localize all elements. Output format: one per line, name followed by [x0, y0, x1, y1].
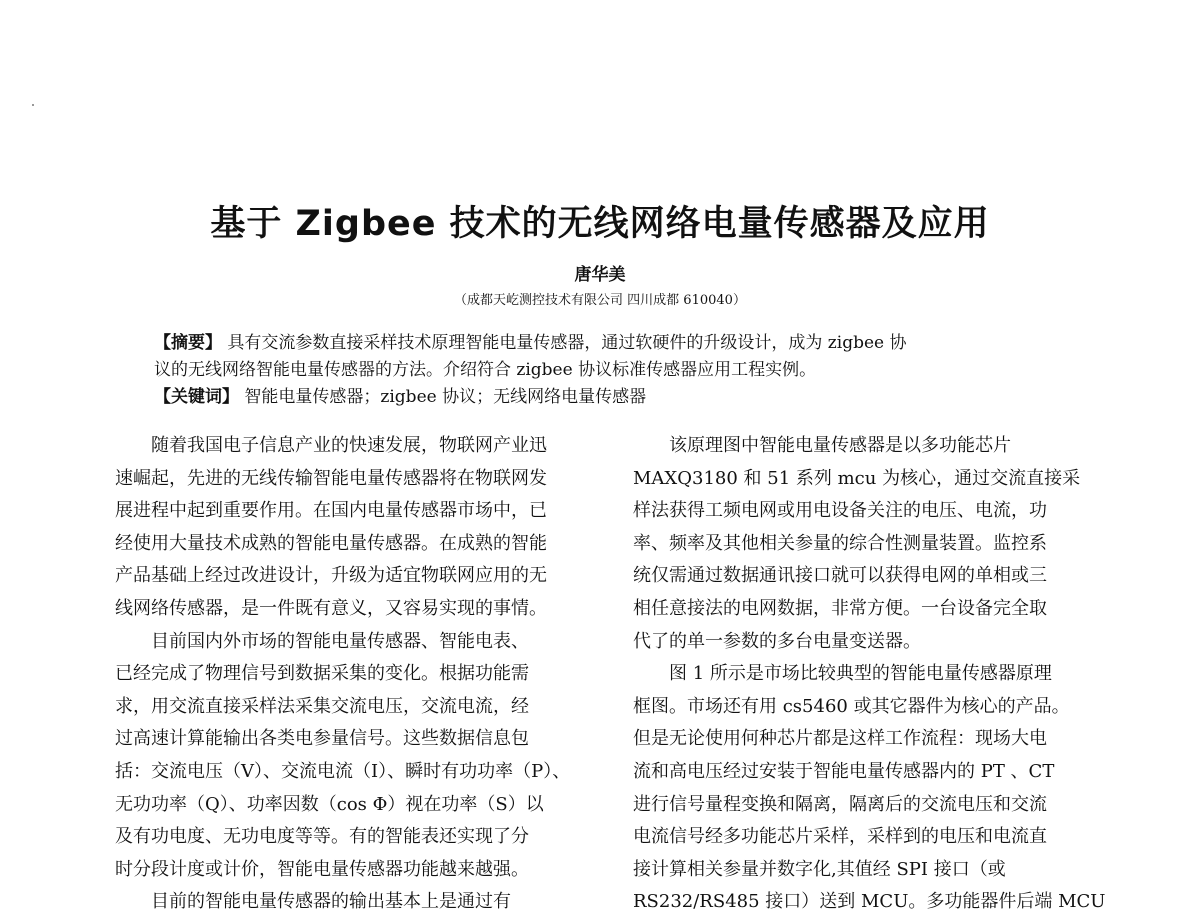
text-line: MAXQ3180 和 51 系列 mcu 为核心，通过交流直接采 [633, 467, 1081, 489]
text-line: 框图。市场还有用 cs5460 或其它器件为核心的产品。 [633, 695, 1070, 717]
author-name: 唐华美 [574, 265, 626, 285]
text-line: 已经完成了物理信号到数据采集的变化。根据功能需 [115, 663, 529, 685]
abstract-line [154, 357, 1054, 384]
abstract-label: 【摘要】 [154, 333, 222, 353]
text-line: 该原理图中智能电量传感器是以多功能芯片 [669, 435, 1011, 456]
text-line: 及有功电度、无功电度等等。有的智能表还实现了分 [115, 826, 529, 848]
text-line: 代了的单一参数的多台电量变送器。 [633, 630, 921, 652]
text-line: RS232/RS485 接口）送到 MCU。多功能器件后端 MCU [633, 891, 1106, 913]
text-line: 样法获得工频电网或用电设备关注的电压、电流，功 [633, 500, 1047, 522]
body-column-left [115, 430, 591, 919]
text-line: 时分段计度或计价，智能电量传感器功能越来越强。 [115, 858, 529, 880]
text-line: 随着我国电子信息产业的快速发展，物联网产业迅 [151, 435, 547, 456]
text-line: 展进程中起到重要作用。在国内电量传感器市场中，已 [115, 500, 547, 522]
text-line: 线网络传感器，是一件既有意义，又容易实现的事情。 [115, 597, 547, 619]
text-line: 经使用大量技术成熟的智能电量传感器。在成熟的智能 [115, 532, 547, 554]
text-line: 率、频率及其他相关参量的综合性测量装置。监控系 [633, 532, 1047, 554]
abstract-line [154, 330, 1054, 357]
abstract-text-2: 议的无线网络智能电量传感器的方法。介绍符合 zigbee 协议标准传感器应用工程实例。 [154, 360, 817, 380]
text-line: 目前的智能电量传感器的输出基本上是通过有 [151, 891, 511, 913]
body-column-right [633, 430, 1109, 919]
text-line: 进行信号量程变换和隔离，隔离后的交流电压和交流 [633, 793, 1047, 815]
text-line: 图 1 所示是市场比较典型的智能电量传感器原理 [669, 663, 1052, 685]
keywords-line [154, 384, 1054, 411]
text-line: 求，用交流直接采样法采集交流电压，交流电流，经 [115, 695, 529, 717]
text-line: 速崛起，先进的无线传输智能电量传感器将在物联网发 [115, 467, 547, 489]
abstract-block [154, 330, 1054, 411]
text-line: 括：交流电压（V）、交流电流（I）、瞬时有功功率（P）、 [115, 760, 571, 782]
abstract-text-1: 具有交流参数直接采样技术原理智能电量传感器，通过软硬件的升级设计，成为 zigbee 协 [227, 333, 907, 353]
text-line: 统仅需通过数据通讯接口就可以获得电网的单相或三 [633, 565, 1047, 587]
paper-title: 基于 Zigbee 技术的无线网络电量传感器及应用 [210, 204, 990, 244]
text-line: 电流信号经多功能芯片采样，采样到的电压和电流直 [633, 826, 1047, 848]
text-line: 流和高电压经过安装于智能电量传感器内的 PT 、CT [633, 760, 1055, 782]
text-line: 但是无论使用何种芯片都是这样工作流程：现场大电 [633, 728, 1047, 750]
text-line: 过高速计算能输出各类电参量信号。这些数据信息包 [115, 728, 529, 750]
keywords-text: 智能电量传感器；zigbee 协议；无线网络电量传感器 [244, 387, 647, 407]
text-line: 目前国内外市场的智能电量传感器、智能电表、 [151, 630, 529, 652]
scan-speck [32, 104, 34, 106]
text-line: 无功功率（Q）、功率因数（cos Φ）视在功率（S）以 [115, 793, 544, 815]
text-line: 接计算相关参量并数字化,其值经 SPI 接口（或 [633, 858, 1006, 880]
author-affiliation: （成都天屹测控技术有限公司 四川成都 610040） [454, 293, 746, 308]
keywords-label: 【关键词】 [154, 387, 239, 407]
text-line: 相任意接法的电网数据，非常方便。一台设备完全取 [633, 597, 1047, 619]
text-line: 产品基础上经过改进设计，升级为适宜物联网应用的无 [115, 565, 547, 587]
